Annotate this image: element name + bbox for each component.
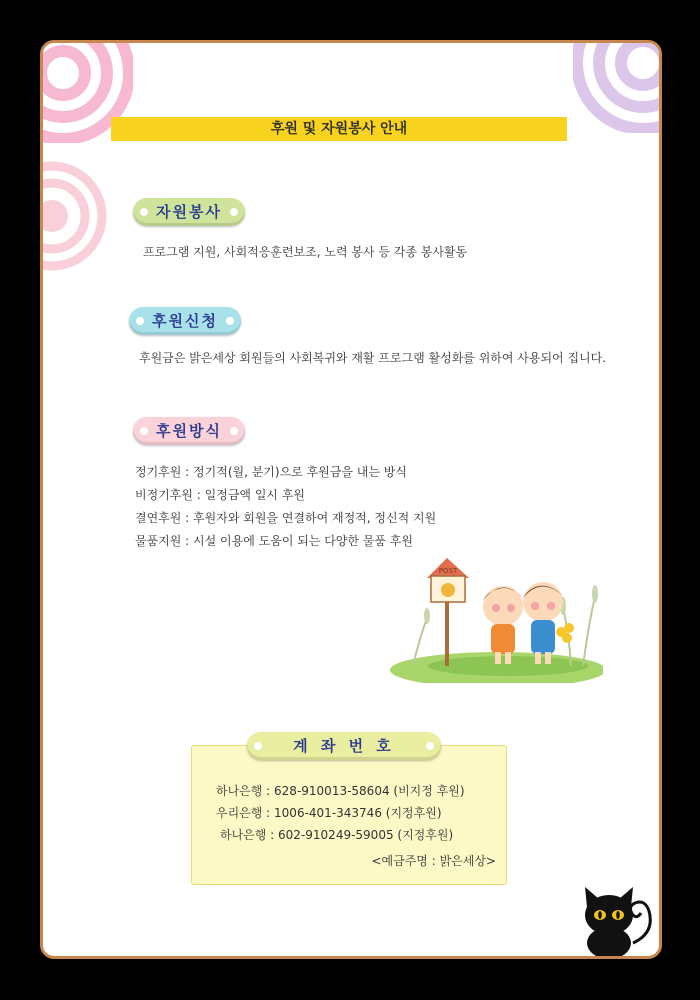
pill-dot-icon bbox=[136, 317, 144, 325]
list-item: 결연후원 : 후원자와 회원을 연결하여 재정적, 정신적 지원 bbox=[135, 511, 437, 525]
volunteer-heading bbox=[133, 198, 245, 226]
page-title: 후원 및 자원봉사 안내 bbox=[111, 117, 567, 141]
account-heading bbox=[247, 732, 441, 760]
pill-dot-icon bbox=[230, 208, 238, 216]
list-item: 비정기후원 : 일정금액 일시 후원 bbox=[135, 488, 305, 502]
sponsor-apply-heading-label: 후원신청 bbox=[152, 312, 218, 330]
purple-circle-decor-icon bbox=[573, 40, 662, 133]
sponsor-method-heading bbox=[133, 417, 245, 445]
children-mailbox-illustration bbox=[383, 548, 603, 683]
list-item: 물품지원 : 시설 이용에 도움이 되는 다양한 물품 후원 bbox=[135, 534, 413, 548]
account-holder: <예금주명 : 밝은세상> bbox=[371, 854, 496, 868]
pink-circle-decor-icon bbox=[40, 161, 107, 271]
list-item: 정기후원 : 정기적(월, 분기)으로 후원금을 내는 방식 bbox=[135, 465, 407, 479]
account-box bbox=[191, 737, 507, 885]
pill-dot-icon bbox=[140, 208, 148, 216]
volunteer-heading-label: 자원봉사 bbox=[156, 203, 222, 221]
mailbox-sign: POST bbox=[438, 567, 458, 575]
black-cat-illustration bbox=[563, 873, 659, 959]
sponsor-method-list bbox=[135, 461, 436, 553]
account-line: 우리은행 : 1006-401-343746 (지정후원) bbox=[216, 806, 442, 820]
page-card bbox=[40, 40, 662, 959]
volunteer-description: 프로그램 지원, 사회적응훈련보조, 노력 봉사 등 각종 봉사활동 bbox=[143, 245, 468, 259]
account-line: 하나은행 : 628-910013-58604 (비지정 후원) bbox=[216, 784, 465, 798]
pill-dot-icon bbox=[254, 742, 262, 750]
account-heading-label: 계 좌 번 호 bbox=[293, 737, 395, 755]
account-line: 하나은행 : 602-910249-59005 (지정후원) bbox=[220, 828, 454, 842]
pill-dot-icon bbox=[426, 742, 434, 750]
sponsor-apply-description: 후원금은 밝은세상 회원들의 사회복귀와 재활 프로그램 활성화를 위하여 사용되어 집니다. bbox=[139, 351, 607, 365]
pill-dot-icon bbox=[140, 427, 148, 435]
sponsor-method-heading-label: 후원방식 bbox=[156, 422, 222, 440]
pill-dot-icon bbox=[230, 427, 238, 435]
pill-dot-icon bbox=[226, 317, 234, 325]
sponsor-apply-heading bbox=[129, 307, 241, 335]
